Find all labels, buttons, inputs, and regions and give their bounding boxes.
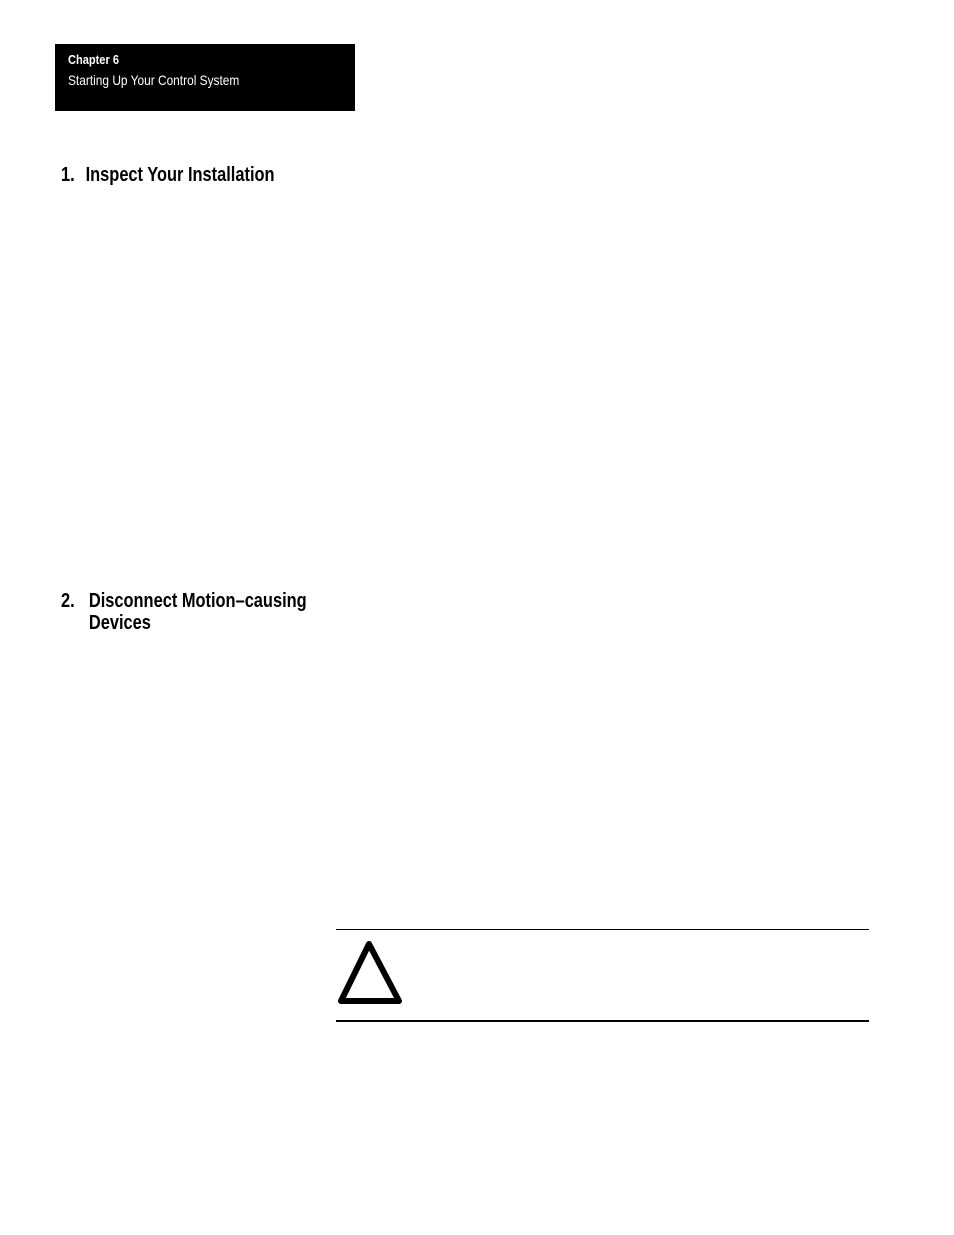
chapter-header: [55, 44, 355, 111]
chapter-title: Starting Up Your Control System: [68, 72, 240, 88]
section-number: 1.: [61, 164, 75, 186]
section-number: 2.: [61, 590, 75, 612]
section-title: Inspect Your Installation: [85, 164, 275, 186]
warning-bottom-rule: [336, 1020, 869, 1022]
section-title: Disconnect Motion–causing: [88, 590, 307, 612]
section-heading-disconnect-devices: [61, 590, 307, 634]
section-heading-inspect-installation: [61, 164, 275, 186]
warning-top-rule: [336, 929, 869, 930]
chapter-label: Chapter 6: [68, 52, 119, 67]
warning-triangle-icon: [336, 938, 404, 1006]
section-title-continued: Devices: [88, 612, 151, 634]
